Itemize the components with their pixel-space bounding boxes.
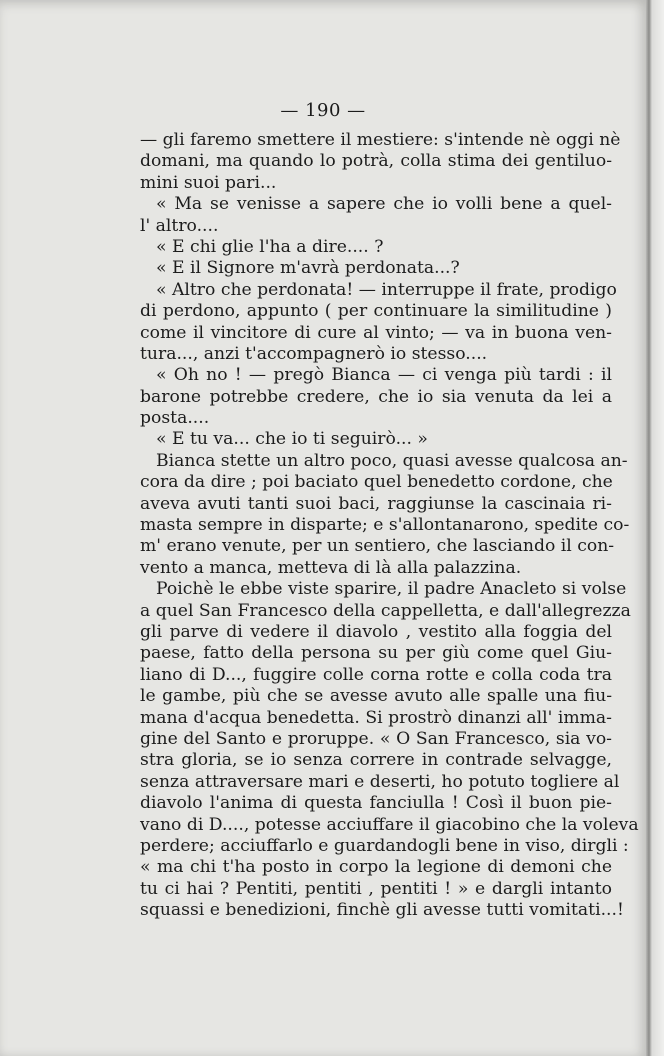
text-line: « Altro che perdonata! — interruppe il frate, prodigo [156, 279, 617, 300]
page-number: — 190 — [280, 100, 366, 121]
page-edge [646, 0, 664, 1056]
text-line: vento a manca, metteva di là alla palazzina. [140, 557, 522, 578]
text-line: domani, ma quando lo potrà, colla stima dei gentiluo- [140, 151, 612, 172]
text-line: « ma chi t'ha posto in corpo la legione di demoni che [140, 857, 612, 878]
text-line: cora da dire ; poi baciato quel benedetto cordone, che [140, 472, 613, 493]
text-line: di perdono, appunto ( per continuare la similitudine ) [140, 301, 612, 322]
text-line: l' altro.... [140, 215, 219, 236]
text-line: senza attraversare mari e deserti, ho potuto togliere al [140, 771, 620, 792]
text-line: come il vincitore di cure al vinto; — va in buona ven- [140, 322, 612, 343]
text-line: « Oh no ! — pregò Bianca — ci venga più tardi : il [156, 365, 612, 386]
text-line: « E chi glie l'ha a dire.... ? [156, 236, 384, 257]
text-line: diavolo l'anima di questa fanciulla ! Così il buon pie- [140, 793, 612, 814]
text-line: perdere; acciuffarlo e guardandogli bene in viso, dirgli : [140, 835, 629, 856]
text-line: paese, fatto della persona su per giù come quel Giu- [140, 643, 612, 664]
text-line: liano di D..., fuggire colle corna rotte e colla coda tra [140, 664, 612, 685]
page-body-text [140, 130, 639, 921]
text-line: « E tu va... che io ti seguirò... » [156, 429, 428, 450]
text-line: posta.... [140, 408, 210, 429]
text-line: gli parve di vedere il diavolo , vestito alla foggia del [140, 621, 612, 642]
text-line: a quel San Francesco della cappelletta, e dall'allegrezza [140, 600, 631, 621]
text-line: le gambe, più che se avesse avuto alle spalle una fiu- [140, 686, 612, 707]
text-line: squassi e benedizioni, finchè gli avesse tutti vomitati...! [140, 900, 624, 921]
text-line: « E il Signore m'avrà perdonata...? [156, 258, 460, 279]
text-line: vano di D...., potesse acciuffare il giacobino che la voleva [140, 814, 639, 835]
text-line: stra gloria, se io senza correre in contrade selvagge, [140, 750, 612, 771]
text-line: « Ma se venisse a sapere che io volli bene a quel- [156, 194, 612, 215]
text-line: masta sempre in disparte; e s'allontanarono, spedite co- [140, 515, 630, 536]
text-line: — gli faremo smettere il mestiere: s'intende nè oggi nè [140, 130, 621, 150]
text-line: Bianca stette un altro poco, quasi avesse qualcosa an- [156, 450, 628, 471]
text-line: aveva avuti tanti suoi baci, raggiunse la cascinaia ri- [140, 493, 612, 514]
text-line: mini suoi pari... [140, 172, 277, 193]
text-line: Poichè le ebbe viste sparire, il padre Anacleto si volse [156, 579, 627, 600]
text-line: tura..., anzi t'accompagnerò io stesso.... [140, 343, 488, 364]
text-line: tu ci hai ? Pentiti, pentiti , pentiti ! » e dargli intanto [140, 878, 612, 899]
text-line: gine del Santo e proruppe. « O San Francesco, sia vo- [140, 728, 612, 749]
text-line: mana d'acqua benedetta. Si prostrò dinanzi all' imma- [140, 707, 612, 728]
text-line: barone potrebbe credere, che io sia venuta da lei a [140, 386, 612, 407]
text-line: m' erano venute, per un sentiero, che lasciando il con- [140, 536, 615, 557]
